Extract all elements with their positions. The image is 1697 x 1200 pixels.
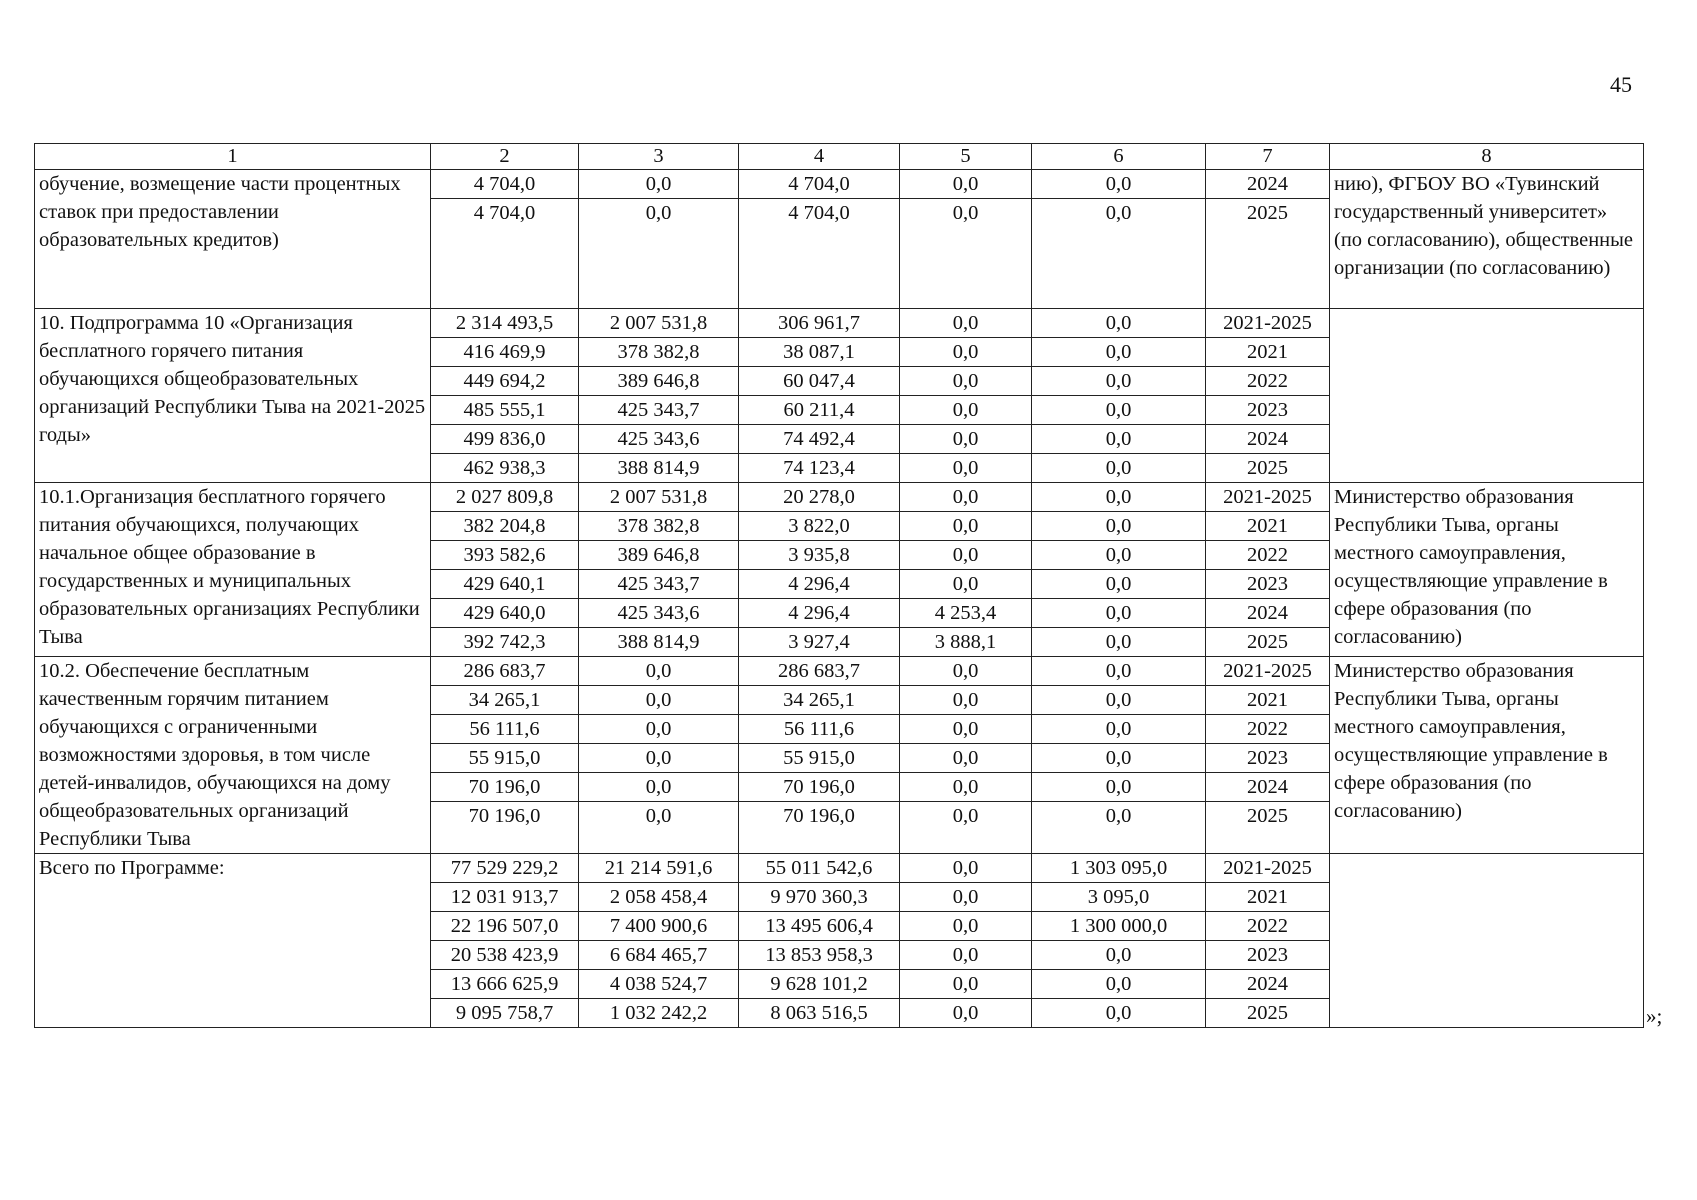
value-cell: 0,0 [1032,628,1206,657]
value-cell: 378 382,8 [579,512,739,541]
value-cell: 429 640,1 [431,570,579,599]
value-cell: 0,0 [900,883,1032,912]
value-cell: 0,0 [900,454,1032,483]
value-cell: 0,0 [1032,599,1206,628]
value-cell: 0,0 [579,657,739,686]
value-cell: 0,0 [900,199,1032,309]
value-cell: 2025 [1206,628,1330,657]
value-cell: 0,0 [1032,541,1206,570]
value-cell: 4 296,4 [739,570,900,599]
value-cell: 0,0 [900,483,1032,512]
value-cell: 0,0 [1032,454,1206,483]
value-cell: 2025 [1206,802,1330,854]
value-cell: 0,0 [579,773,739,802]
value-cell: 2022 [1206,367,1330,396]
value-cell: 0,0 [1032,970,1206,999]
value-cell: 462 938,3 [431,454,579,483]
value-cell: 0,0 [900,309,1032,338]
value-cell: 74 123,4 [739,454,900,483]
value-cell: 2023 [1206,744,1330,773]
value-cell: 1 303 095,0 [1032,854,1206,883]
value-cell: 0,0 [900,338,1032,367]
value-cell: 0,0 [1032,686,1206,715]
value-cell: 306 961,7 [739,309,900,338]
value-cell: 2 314 493,5 [431,309,579,338]
value-cell: 70 196,0 [739,802,900,854]
value-cell: 70 196,0 [431,802,579,854]
value-cell: 3 927,4 [739,628,900,657]
value-cell: 425 343,6 [579,599,739,628]
value-cell: 0,0 [900,396,1032,425]
value-cell: 0,0 [579,802,739,854]
value-cell: 0,0 [900,854,1032,883]
value-cell: 13 495 606,4 [739,912,900,941]
value-cell: 0,0 [579,199,739,309]
page-number: 45 [1610,72,1632,97]
value-cell: 2025 [1206,999,1330,1028]
program-item-name: обучение, возмещение части процентных ставок при предоставлении образовательных кредитов) [35,170,431,309]
value-cell: 4 296,4 [739,599,900,628]
value-cell: 22 196 507,0 [431,912,579,941]
column-number-cell: 7 [1206,144,1330,170]
value-cell: 1 032 242,2 [579,999,739,1028]
value-cell: 425 343,6 [579,425,739,454]
value-cell: 0,0 [1032,802,1206,854]
value-cell: 20 278,0 [739,483,900,512]
value-cell: 70 196,0 [739,773,900,802]
value-cell: 0,0 [900,570,1032,599]
value-cell: 0,0 [579,170,739,199]
value-cell: 0,0 [1032,744,1206,773]
value-cell: 3 822,0 [739,512,900,541]
column-number-cell: 5 [900,144,1032,170]
value-cell: 8 063 516,5 [739,999,900,1028]
value-cell: 13 853 958,3 [739,941,900,970]
value-cell: 0,0 [579,744,739,773]
table-row [35,657,1644,686]
value-cell: 416 469,9 [431,338,579,367]
value-cell: 1 300 000,0 [1032,912,1206,941]
value-cell: 13 666 625,9 [431,970,579,999]
value-cell: 2023 [1206,570,1330,599]
value-cell: 0,0 [1032,715,1206,744]
value-cell: 2024 [1206,425,1330,454]
value-cell: 2021-2025 [1206,854,1330,883]
value-cell: 0,0 [900,744,1032,773]
value-cell: 2 007 531,8 [579,483,739,512]
value-cell: 34 265,1 [431,686,579,715]
value-cell: 388 814,9 [579,454,739,483]
value-cell: 286 683,7 [739,657,900,686]
value-cell: 392 742,3 [431,628,579,657]
program-item-name: 10.1.Организация бесплатного горячего питания обучающихся, получающих начальное общее образование в государственных и муниципальных образовательных организациях Республики Тыва [35,483,431,657]
program-item-name: 10.2. Обеспечение бесплатным качественным горячим питанием обучающихся с ограниченными возможностями здоровья, в том числе детей-инвалидов, обучающихся на дому общеобразовательных организаций Республики Тыва [35,657,431,854]
value-cell: 2 007 531,8 [579,309,739,338]
value-cell: 0,0 [900,912,1032,941]
value-cell: 429 640,0 [431,599,579,628]
value-cell: 56 111,6 [431,715,579,744]
responsible-executors [1330,854,1644,1028]
value-cell: 0,0 [1032,199,1206,309]
value-cell: 0,0 [1032,338,1206,367]
value-cell: 0,0 [579,715,739,744]
value-cell: 4 704,0 [739,170,900,199]
value-cell: 4 704,0 [431,170,579,199]
column-number-cell: 3 [579,144,739,170]
value-cell: 449 694,2 [431,367,579,396]
value-cell: 20 538 423,9 [431,941,579,970]
value-cell: 9 628 101,2 [739,970,900,999]
value-cell: 7 400 900,6 [579,912,739,941]
value-cell: 2023 [1206,396,1330,425]
value-cell: 0,0 [1032,657,1206,686]
value-cell: 34 265,1 [739,686,900,715]
value-cell: 2024 [1206,773,1330,802]
value-cell: 2024 [1206,170,1330,199]
value-cell: 0,0 [900,970,1032,999]
value-cell: 499 836,0 [431,425,579,454]
value-cell: 0,0 [1032,999,1206,1028]
value-cell: 382 204,8 [431,512,579,541]
table-row [35,309,1644,338]
value-cell: 2021 [1206,686,1330,715]
value-cell: 2 027 809,8 [431,483,579,512]
value-cell: 425 343,7 [579,396,739,425]
responsible-executors: Министерство образования Республики Тыва, органы местного самоуправления, осуществляющие управление в сфере образования (по согласованию) [1330,657,1644,854]
value-cell: 0,0 [1032,367,1206,396]
value-cell: 2022 [1206,541,1330,570]
program-table [34,143,1644,1028]
value-cell: 4 704,0 [431,199,579,309]
value-cell: 4 253,4 [900,599,1032,628]
value-cell: 9 095 758,7 [431,999,579,1028]
value-cell: 485 555,1 [431,396,579,425]
value-cell: 2023 [1206,941,1330,970]
value-cell: 60 211,4 [739,396,900,425]
value-cell: 0,0 [1032,512,1206,541]
column-number-row [35,144,1644,170]
column-number-cell: 2 [431,144,579,170]
value-cell: 388 814,9 [579,628,739,657]
value-cell: 6 684 465,7 [579,941,739,970]
value-cell: 3 888,1 [900,628,1032,657]
value-cell: 0,0 [1032,309,1206,338]
value-cell: 3 095,0 [1032,883,1206,912]
value-cell: 0,0 [1032,773,1206,802]
value-cell: 2022 [1206,912,1330,941]
value-cell: 0,0 [900,425,1032,454]
responsible-executors: Министерство образования Республики Тыва, органы местного самоуправления, осуществляющие управление в сфере образования (по согласованию) [1330,483,1644,657]
value-cell: 4 704,0 [739,199,900,309]
value-cell: 0,0 [900,715,1032,744]
value-cell: 2021 [1206,338,1330,367]
value-cell: 2021 [1206,883,1330,912]
value-cell: 0,0 [900,773,1032,802]
value-cell: 21 214 591,6 [579,854,739,883]
table-row [35,483,1644,512]
value-cell: 2025 [1206,454,1330,483]
value-cell: 0,0 [900,170,1032,199]
value-cell: 0,0 [1032,483,1206,512]
value-cell: 0,0 [900,802,1032,854]
value-cell: 2 058 458,4 [579,883,739,912]
value-cell: 38 087,1 [739,338,900,367]
value-cell: 0,0 [1032,170,1206,199]
value-cell: 2022 [1206,715,1330,744]
value-cell: 55 915,0 [739,744,900,773]
value-cell: 56 111,6 [739,715,900,744]
value-cell: 55 915,0 [431,744,579,773]
value-cell: 286 683,7 [431,657,579,686]
value-cell: 0,0 [900,367,1032,396]
column-number-cell: 1 [35,144,431,170]
value-cell: 0,0 [900,512,1032,541]
value-cell: 0,0 [1032,570,1206,599]
value-cell: 2024 [1206,970,1330,999]
value-cell: 3 935,8 [739,541,900,570]
value-cell: 4 038 524,7 [579,970,739,999]
value-cell: 9 970 360,3 [739,883,900,912]
responsible-executors [1330,309,1644,483]
table-row [35,854,1644,883]
value-cell: 2025 [1206,199,1330,309]
value-cell: 0,0 [900,941,1032,970]
value-cell: 0,0 [579,686,739,715]
value-cell: 60 047,4 [739,367,900,396]
value-cell: 70 196,0 [431,773,579,802]
value-cell: 0,0 [1032,941,1206,970]
value-cell: 2021 [1206,512,1330,541]
value-cell: 0,0 [1032,396,1206,425]
value-cell: 389 646,8 [579,367,739,396]
value-cell: 0,0 [900,686,1032,715]
value-cell: 0,0 [1032,425,1206,454]
value-cell: 55 011 542,6 [739,854,900,883]
value-cell: 77 529 229,2 [431,854,579,883]
value-cell: 2021-2025 [1206,657,1330,686]
value-cell: 389 646,8 [579,541,739,570]
column-number-cell: 4 [739,144,900,170]
column-number-cell: 8 [1330,144,1644,170]
value-cell: 378 382,8 [579,338,739,367]
column-number-cell: 6 [1032,144,1206,170]
value-cell: 0,0 [900,657,1032,686]
responsible-executors: нию), ФГБОУ ВО «Тувинский государственный университет» (по согласованию), общественные организации (по согласованию) [1330,170,1644,309]
program-item-name: 10. Подпрограмма 10 «Организация бесплатного горячего питания обучающихся общеобразовательных организаций Республики Тыва на 2021-2025 годы» [35,309,431,483]
value-cell: 425 343,7 [579,570,739,599]
value-cell: 74 492,4 [739,425,900,454]
closing-mark: »; [1646,1004,1663,1028]
value-cell: 12 031 913,7 [431,883,579,912]
table-row [35,170,1644,199]
program-item-name: Всего по Программе: [35,854,431,1028]
value-cell: 393 582,6 [431,541,579,570]
value-cell: 2024 [1206,599,1330,628]
value-cell: 2021-2025 [1206,483,1330,512]
value-cell: 2021-2025 [1206,309,1330,338]
value-cell: 0,0 [900,999,1032,1028]
value-cell: 0,0 [900,541,1032,570]
